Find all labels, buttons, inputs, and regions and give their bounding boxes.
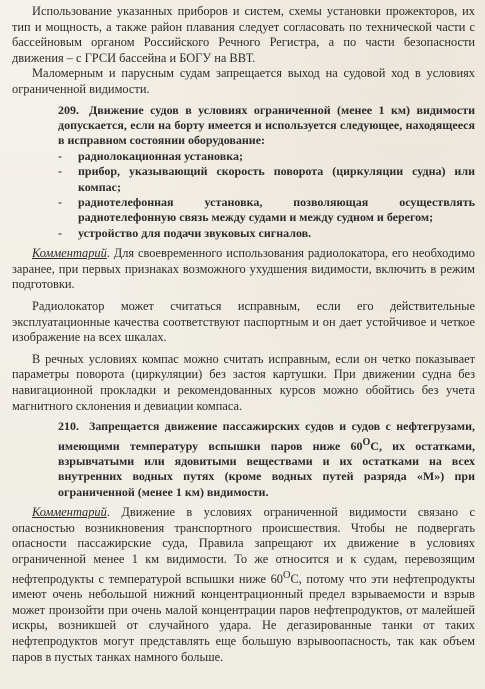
paragraph-compass: В речных условиях компас можно считать исправным, если он четко показывает параметры поворота (циркуляции) без застоя картушки. При движении судна без навигационной прокладки и рекомендованных курсов можно обойтись без учета магнитного склонения и девиации компаса. xyxy=(12,351,475,413)
comment-passenger xyxy=(12,505,475,665)
rule-209 xyxy=(12,103,475,149)
list-item-text: радиолокационная установка; xyxy=(78,148,243,163)
list-item-text: радиотелефонная установка, позволяющая осуществлять радиотелефонную связь между судами и между судном и берегом; xyxy=(78,195,475,225)
rule-210-text-a: Запрещается движение пассажирских судов и судов с нефтегрузами, имеющими температуру вспышки паров ниже 60 xyxy=(58,419,475,453)
rule-210-number: 210. xyxy=(58,419,79,434)
paragraph-equipment-approval: Использование указанных приборов и систем, схемы установки прожекторов, их тип и мощность, а также район плавания следует согласовать по технической части с бассейновым органом Российского Речного Регистра, а по части безопасности движения – с ГРСИ бассейна и БОГУ на ВВТ. xyxy=(12,4,475,65)
rule-210 xyxy=(12,419,475,500)
list-item-text: прибор, указывающий скорость поворота (циркуляции судна) или компас; xyxy=(78,164,475,194)
list-item xyxy=(12,149,475,164)
list-item xyxy=(12,195,475,226)
equipment-list xyxy=(12,149,475,241)
degree-sup: О xyxy=(362,436,371,448)
list-item xyxy=(12,226,475,241)
comment-label: Комментарий xyxy=(32,505,107,520)
list-item xyxy=(12,164,475,195)
list-dash: - xyxy=(58,164,62,179)
rule-209-number: 209. xyxy=(58,102,79,117)
degree-sup: О xyxy=(282,569,291,581)
rule-209-text: Движение судов в условиях ограниченной (менее 1 км) видимости допускается, если на борту имеется и используется следующее, находящееся в исправном состоянии оборудование: xyxy=(58,102,475,148)
list-dash: - xyxy=(58,148,62,163)
comment-label: Комментарий xyxy=(32,246,107,261)
rule-210-text-b: С, их остатками, взрывчатыми или ядовитыми веществами и их остатками на всех внутренних водных путях (кроме водных путей разряда «М») при ограниченной (менее 1 км) видимости. xyxy=(58,438,475,499)
comment-text: . Для своевременного использования радиолокатора, его необходимо заранее, при первых признаках возможного ухудшения видимости, включить в режим подготовки. xyxy=(12,246,475,292)
comment-text-b: С, потому что эти нефтепродукты имеют очень небольшой нижний концентрационный предел взрываемости и взрыв может произойти при очень малой концентрации паров нефтепродуктов, от малейшей искры, возникшей от случайного удара. Не дегазированные танки от таких нефтепродуктов могут представлять еще большую взрывоопасность, так как объем паров в пустых танках намного больше. xyxy=(12,571,475,664)
list-item-text: устройство для подачи звуковых сигналов. xyxy=(78,225,312,240)
list-dash: - xyxy=(58,225,62,240)
paragraph-small-vessels: Маломерным и парусным судам запрещается выход на судовой ход в условиях ограниченной видимости. xyxy=(12,66,475,96)
paragraph-radar-serviceable: Радиолокатор может считаться исправным, если его действительные эксплуатационные качества соответствуют паспортным и он дает устойчивое и четкое изображение на всех шкалах. xyxy=(12,299,475,345)
list-dash: - xyxy=(58,195,62,209)
comment-radar xyxy=(12,246,475,293)
comment-text-a: . Движение в условиях ограниченной видимости связано с опасностью возникновения транспортного происшествия. Чтобы не подвергать опасности пассажирские суда, Правила запрещают их движение в условиях ограниченной менее 1 км видимости. То же относится и к судам, перевозящим нефтепродукты с температурой вспышки ниже 60 xyxy=(12,505,475,586)
